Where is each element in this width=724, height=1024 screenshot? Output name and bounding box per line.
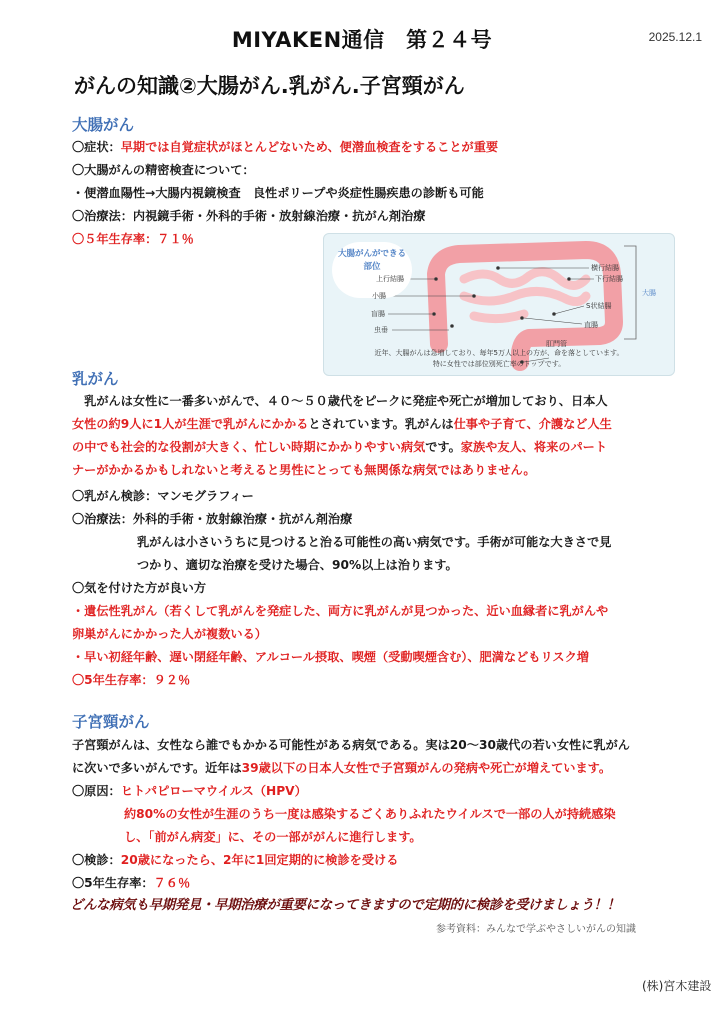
section-heading-cervical: 子宮頸がん xyxy=(72,713,150,731)
cervical-screening-text: 20歳になったら、2年に1回定期的に検診を受ける xyxy=(120,853,399,867)
label-descending-colon: 下行結腸 xyxy=(595,275,623,283)
page-subtitle: がんの知識②大腸がん.乳がん.子宮頸がん xyxy=(74,74,465,98)
colon-symptom-label: 〇症状： xyxy=(72,140,121,154)
cervical-cause xyxy=(72,780,307,803)
diagram-bubble-text: 大腸がんができる部位 xyxy=(337,249,406,272)
colon-exam-heading: 〇大腸がんの精密検査について： xyxy=(72,163,255,177)
breast-survival-rate: 〇5年生存率：９２％ xyxy=(72,673,191,687)
cervical-survival-label: 〇5年生存率： xyxy=(72,876,154,890)
breast-screening: 〇乳がん検診：マンモグラフィー xyxy=(72,489,254,503)
breast-intro-line-2 xyxy=(72,413,612,436)
cervical-survival-value: ７６％ xyxy=(153,876,191,890)
cervical-screening xyxy=(72,849,398,872)
colon-treatment: 〇治療法：内視鏡手術・外科的手術・放射線治療・抗がん剤治療 xyxy=(72,209,426,223)
colon-diagram xyxy=(323,233,675,376)
diagram-caption-1: 近年、大腸がんは急増しており、毎年5万人以上の方が、命を落としています。 xyxy=(374,349,624,357)
label-transverse-colon: 横行結腸 xyxy=(591,264,619,272)
breast-caution-1a: ・遺伝性乳がん（若くして乳がんを発症した、両方に乳がんが見つかった、近い血縁者に乳がんや xyxy=(72,604,609,618)
cervical-survival-rate xyxy=(72,872,190,895)
breast-intro-3-red: の中でも社会的な役割が大きく、忙しい時期にかかりやすい病気 xyxy=(72,440,426,454)
breast-intro-line-4: ナーがかかるかもしれないと考えると男性にとっても無関係な病気ではありません。 xyxy=(72,463,536,477)
company-name: (株)宮木建設 xyxy=(642,979,712,993)
cervical-intro-2-red: 39歳以下の日本人女性で子宮頸がんの発病や死亡が増えています。 xyxy=(241,761,612,775)
section-heading-breast: 乳がん xyxy=(72,370,119,388)
breast-caution-2: ・早い初経年齢、遅い閉経年齢、アルコール摂取、喫煙（受動喫煙含む）、肥満などもリスク増 xyxy=(72,650,589,664)
label-anal-canal: 肛門管 xyxy=(546,340,567,348)
colon-symptom-text: 早期では自覚症状がほとんどないため、便潜血検査をすることが重要 xyxy=(120,140,499,154)
label-cecum: 盲腸 xyxy=(371,310,385,318)
colon-symptom xyxy=(72,136,498,159)
breast-treatment-note-2: つかり、適切な治療を受けた場合、90%以上は治ります。 xyxy=(137,558,458,572)
label-small-intestine: 小腸 xyxy=(372,292,386,300)
breast-caution-1b: 卵巣がんにかかった人が複数いる） xyxy=(72,627,267,641)
breast-caution-heading: 〇気を付けた方が良い方 xyxy=(72,581,207,595)
colon-exam-detail: ・便潜血陽性→大腸内視鏡検査 良性ポリープや炎症性腸疾患の診断も可能 xyxy=(72,186,484,200)
label-rectum: 直腸 xyxy=(584,321,598,329)
breast-intro-2-red: 女性の約9人に1人が生涯で乳がんにかかる xyxy=(72,417,309,431)
cervical-intro-line-1: 子宮頸がんは、女性なら誰でもかかる可能性がある病気である。実は20～30歳代の若い女性に乳がん xyxy=(72,738,630,752)
breast-treatment: 〇治療法：外科的手術・放射線治療・抗がん剤治療 xyxy=(72,512,353,526)
newsletter-title: MIYAKEN通信 第２４号 xyxy=(231,28,493,52)
large-intestine-bracket xyxy=(624,246,636,339)
label-sigmoid-colon: S状結腸 xyxy=(586,302,612,310)
issue-date: 2025.12.1 xyxy=(648,30,702,44)
breast-intro-line-3 xyxy=(72,436,607,459)
label-appendix: 虫垂 xyxy=(374,326,388,334)
breast-intro-2-black: とされています。乳がんは xyxy=(308,417,454,431)
breast-intro-line-1: 乳がんは女性に一番多いがんで、４０～５０歳代をピークに発症や死亡が増加しており、日本人 xyxy=(72,394,608,408)
cervical-screening-label: 〇検診： xyxy=(72,853,121,867)
breast-intro-3-black: です。 xyxy=(425,440,461,454)
cervical-cause-text: ヒトパピローマウイルス（HPV） xyxy=(120,784,307,798)
colon-survival-rate: 〇５年生存率：７１％ xyxy=(72,232,194,246)
diagram-caption-2: 特に女性では部位別死亡率のトップです。 xyxy=(432,360,566,368)
cervical-cause-label: 〇原因： xyxy=(72,784,121,798)
cervical-cause-note-1: 約80%の女性が生涯のうち一度は感染するごくありふれたウイルスで一部の人が持続感染 xyxy=(124,807,616,821)
reference-source: 参考資料：みんなで学ぶやさしいがんの知識 xyxy=(436,924,636,935)
breast-intro-3-red2: 家族や友人、将来のパート xyxy=(460,440,608,454)
cervical-cause-note-2: し、「前がん病変」に、その一部ががんに進行します。 xyxy=(124,830,422,844)
label-ascending-colon: 上行結腸 xyxy=(376,275,404,283)
breast-treatment-note-1: 乳がんは小さいうちに見つけると治る可能性の高い病気です。手術が可能な大きさで見 xyxy=(137,535,612,549)
cervical-intro-line-2 xyxy=(72,757,611,780)
breast-intro-2-red2: 仕事や子育て、介護など人生 xyxy=(453,417,612,431)
cervical-intro-2-black: に次いで多いがんです。近年は xyxy=(72,761,242,775)
label-large-intestine: 大腸 xyxy=(642,289,656,297)
section-heading-colon: 大腸がん xyxy=(72,116,135,134)
closing-message: どんな病気も早期発見・早期治療が重要になってきますので定期的に検診を受けましょう！！ xyxy=(70,898,620,913)
